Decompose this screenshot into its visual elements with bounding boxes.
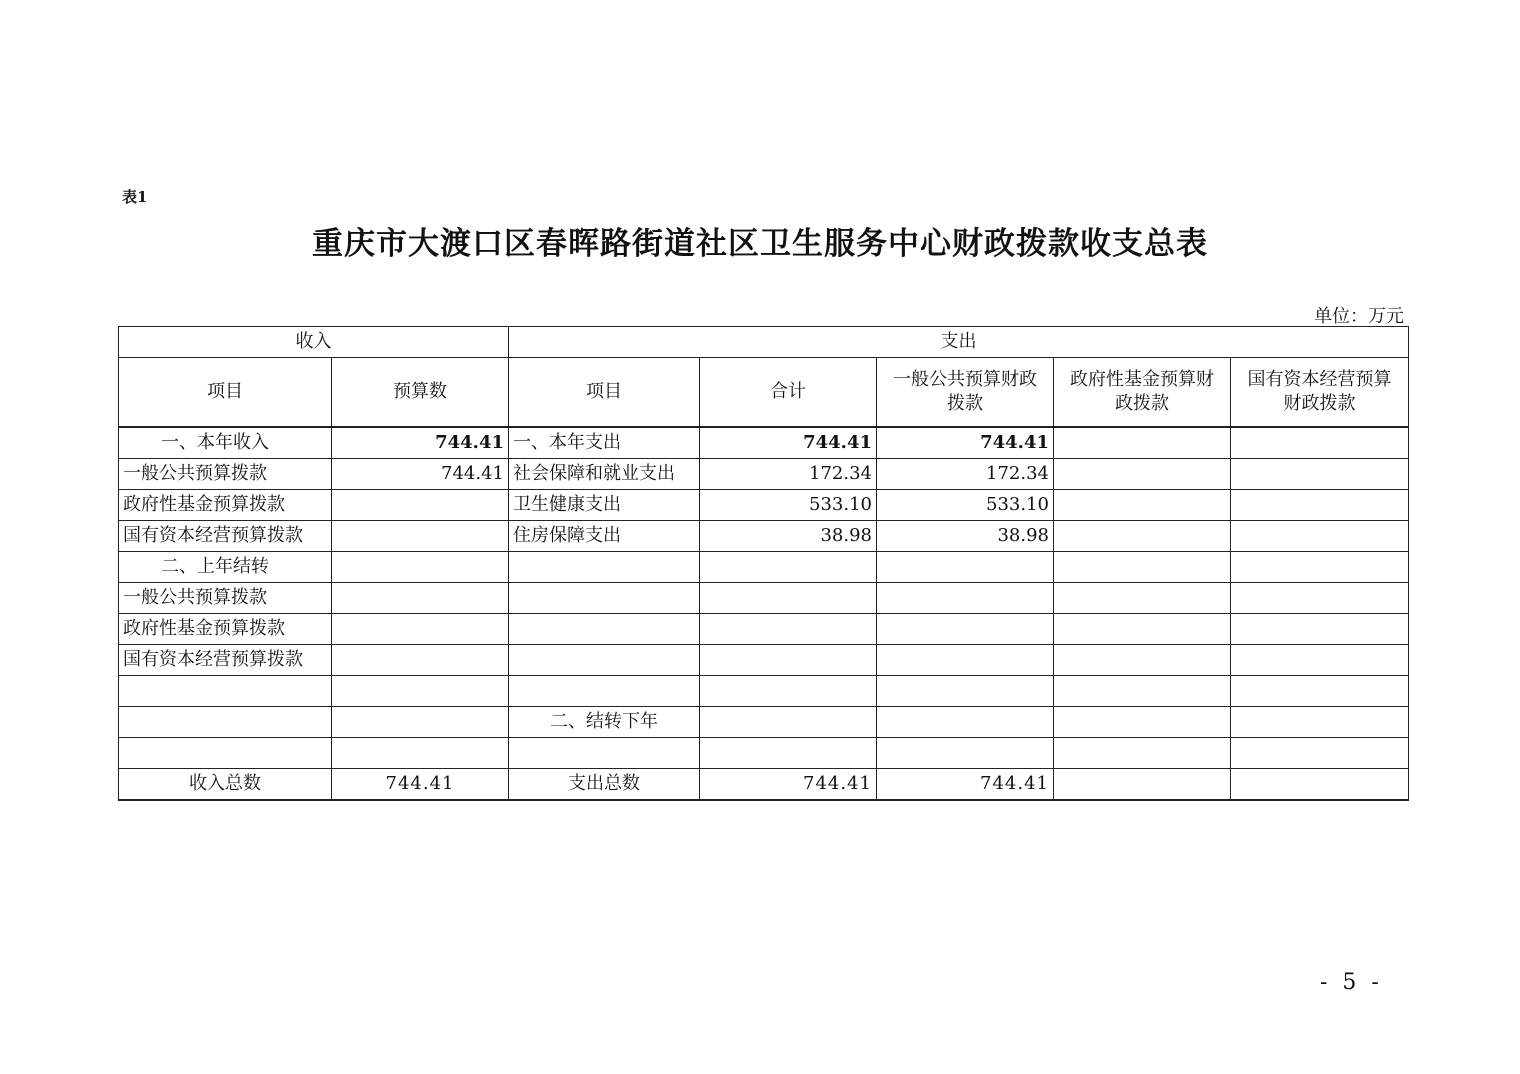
col-general-budget bbox=[877, 358, 1054, 428]
expense-item-cell bbox=[509, 676, 700, 707]
income-total-label: 收入总数 bbox=[119, 769, 332, 801]
state-capital-cell bbox=[1231, 552, 1409, 583]
income-item-cell: 政府性基金预算拨款 bbox=[119, 490, 332, 521]
table-row bbox=[119, 614, 1409, 645]
expense-item-cell: 卫生健康支出 bbox=[509, 490, 700, 521]
income-value-cell bbox=[332, 552, 509, 583]
col-income-item: 项目 bbox=[119, 358, 332, 428]
table-row bbox=[119, 459, 1409, 490]
expense-item-cell bbox=[509, 645, 700, 676]
general-cell: 38.98 bbox=[877, 521, 1054, 552]
income-item-cell: 政府性基金预算拨款 bbox=[119, 614, 332, 645]
income-item-cell: 国有资本经营预算拨款 bbox=[119, 645, 332, 676]
income-item-cell: 一、本年收入 bbox=[119, 427, 332, 459]
page-title: 重庆市大渡口区春晖路街道社区卫生服务中心财政拨款收支总表 bbox=[312, 226, 1208, 262]
income-value-cell bbox=[332, 645, 509, 676]
fund-cell bbox=[1054, 521, 1231, 552]
state-capital-cell bbox=[1231, 583, 1409, 614]
general-cell bbox=[877, 614, 1054, 645]
income-item-cell bbox=[119, 676, 332, 707]
table-row bbox=[119, 552, 1409, 583]
state-capital-cell bbox=[1231, 459, 1409, 490]
total-cell bbox=[700, 676, 877, 707]
total-cell bbox=[700, 645, 877, 676]
income-value-cell bbox=[332, 521, 509, 552]
column-header-row bbox=[119, 358, 1409, 428]
table-row bbox=[119, 427, 1409, 459]
table-row bbox=[119, 583, 1409, 614]
expense-item-cell: 住房保障支出 bbox=[509, 521, 700, 552]
expense-item-cell: 一、本年支出 bbox=[509, 427, 700, 459]
table-row bbox=[119, 490, 1409, 521]
fund-cell bbox=[1054, 676, 1231, 707]
income-value-cell bbox=[332, 707, 509, 738]
general-cell bbox=[877, 676, 1054, 707]
table-row bbox=[119, 707, 1409, 738]
income-item-cell: 一般公共预算拨款 bbox=[119, 583, 332, 614]
general-total-value: 744.41 bbox=[877, 769, 1054, 801]
fund-cell bbox=[1054, 552, 1231, 583]
state-capital-cell bbox=[1231, 707, 1409, 738]
total-cell bbox=[700, 738, 877, 769]
expense-total-value: 744.41 bbox=[700, 769, 877, 801]
table-number: 表1 bbox=[122, 188, 148, 206]
total-cell: 38.98 bbox=[700, 521, 877, 552]
income-value-cell bbox=[332, 614, 509, 645]
income-item-cell bbox=[119, 707, 332, 738]
fund-cell bbox=[1054, 459, 1231, 490]
expense-group-header: 支出 bbox=[509, 327, 1409, 358]
budget-summary-table bbox=[118, 326, 1409, 801]
col-total: 合计 bbox=[700, 358, 877, 428]
general-cell: 744.41 bbox=[877, 427, 1054, 459]
total-cell bbox=[700, 614, 877, 645]
state-capital-cell bbox=[1231, 738, 1409, 769]
income-total-value: 744.41 bbox=[332, 769, 509, 801]
state-capital-cell bbox=[1231, 676, 1409, 707]
col-fund-budget-label: 政府性基金预算财政拨款 bbox=[1070, 369, 1214, 414]
col-income-budget: 预算数 bbox=[332, 358, 509, 428]
income-item-cell bbox=[119, 738, 332, 769]
fund-cell bbox=[1054, 583, 1231, 614]
state-capital-cell bbox=[1231, 521, 1409, 552]
table-row bbox=[119, 676, 1409, 707]
col-general-budget-label: 一般公共预算财政拨款 bbox=[893, 369, 1037, 414]
state-capital-cell bbox=[1231, 645, 1409, 676]
state-capital-cell bbox=[1231, 490, 1409, 521]
col-state-capital-budget bbox=[1231, 358, 1409, 428]
income-group-header: 收入 bbox=[119, 327, 509, 358]
fund-cell bbox=[1054, 614, 1231, 645]
page-number: - 5 - bbox=[1320, 970, 1383, 995]
col-state-capital-label: 国有资本经营预算财政拨款 bbox=[1247, 369, 1392, 414]
expense-item-cell bbox=[509, 614, 700, 645]
state-capital-cell bbox=[1231, 427, 1409, 459]
general-cell bbox=[877, 707, 1054, 738]
state-capital-cell bbox=[1231, 614, 1409, 645]
total-cell bbox=[700, 552, 877, 583]
income-value-cell: 744.41 bbox=[332, 427, 509, 459]
total-cell: 533.10 bbox=[700, 490, 877, 521]
fund-cell bbox=[1054, 707, 1231, 738]
income-value-cell bbox=[332, 490, 509, 521]
general-cell bbox=[877, 552, 1054, 583]
fund-cell bbox=[1054, 490, 1231, 521]
expense-item-cell: 社会保障和就业支出 bbox=[509, 459, 700, 490]
income-item-cell: 二、上年结转 bbox=[119, 552, 332, 583]
general-cell: 533.10 bbox=[877, 490, 1054, 521]
income-value-cell: 744.41 bbox=[332, 459, 509, 490]
col-fund-budget bbox=[1054, 358, 1231, 428]
total-cell: 744.41 bbox=[700, 427, 877, 459]
group-header-row bbox=[119, 327, 1409, 358]
fund-cell bbox=[1054, 738, 1231, 769]
state-capital-total-value bbox=[1231, 769, 1409, 801]
total-cell bbox=[700, 707, 877, 738]
total-cell bbox=[700, 583, 877, 614]
income-value-cell bbox=[332, 676, 509, 707]
table-row bbox=[119, 738, 1409, 769]
total-cell: 172.34 bbox=[700, 459, 877, 490]
income-value-cell bbox=[332, 738, 509, 769]
expense-total-label: 支出总数 bbox=[509, 769, 700, 801]
expense-item-cell bbox=[509, 738, 700, 769]
income-item-cell: 国有资本经营预算拨款 bbox=[119, 521, 332, 552]
expense-item-cell bbox=[509, 583, 700, 614]
table-row bbox=[119, 645, 1409, 676]
expense-item-cell: 二、结转下年 bbox=[509, 707, 700, 738]
general-cell bbox=[877, 583, 1054, 614]
unit-label: 单位：万元 bbox=[1314, 306, 1404, 327]
general-cell bbox=[877, 738, 1054, 769]
table-row bbox=[119, 521, 1409, 552]
col-expense-item: 项目 bbox=[509, 358, 700, 428]
general-cell: 172.34 bbox=[877, 459, 1054, 490]
general-cell bbox=[877, 645, 1054, 676]
fund-cell bbox=[1054, 427, 1231, 459]
income-item-cell: 一般公共预算拨款 bbox=[119, 459, 332, 490]
fund-cell bbox=[1054, 645, 1231, 676]
income-value-cell bbox=[332, 583, 509, 614]
totals-row bbox=[119, 769, 1409, 801]
expense-item-cell bbox=[509, 552, 700, 583]
fund-total-value bbox=[1054, 769, 1231, 801]
